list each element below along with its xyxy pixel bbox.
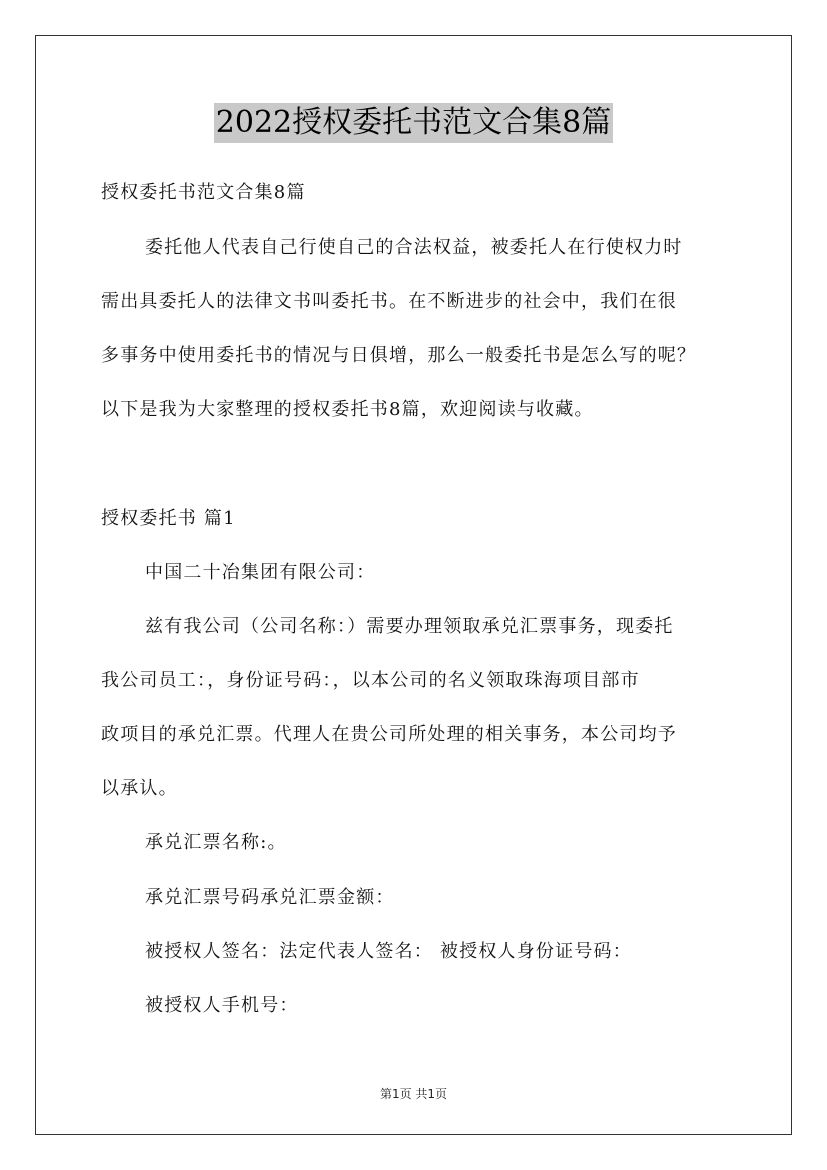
title-wrap <box>0 103 827 143</box>
section-heading: 授权委托书 篇1 <box>101 508 236 529</box>
page-footer: 第1页 共1页 <box>379 1087 448 1101</box>
subtitle: 授权委托书范文合集8篇 <box>101 182 306 203</box>
body-line-1: 兹有我公司（公司名称：）需要办理领取承兑汇票事务，现委托 <box>145 616 674 637</box>
field-bill-name: 承兑汇票名称:。 <box>145 832 287 853</box>
document-title: 2022授权委托书范文合集8篇 <box>214 103 613 143</box>
intro-line-1: 委托他人代表自己行使自己的合法权益，被委托人在行使权力时 <box>145 237 683 258</box>
intro-line-4: 以下是我为大家整理的授权委托书8篇，欢迎阅读与收藏。 <box>101 399 594 420</box>
body-line-4: 以承认。 <box>101 778 178 799</box>
intro-line-3: 多事务中使用委托书的情况与日俱增，那么一般委托书是怎么写的呢？ <box>101 345 697 366</box>
field-bill-number-amount: 承兑汇票号码承兑汇票金额： <box>145 887 395 908</box>
field-signatures: 被授权人签名：法定代表人签名： 被授权人身份证号码： <box>145 941 632 962</box>
field-phone: 被授权人手机号： <box>145 995 299 1016</box>
intro-line-2: 需出具委托人的法律文书叫委托书。在不断进步的社会中，我们在很 <box>101 291 677 312</box>
body-line-2: 我公司员工：，身份证号码：，以本公司的名义领取珠海项目部市 <box>101 670 640 691</box>
body-line-3: 政项目的承兑汇票。代理人在贵公司所处理的相关事务，本公司均予 <box>101 724 677 745</box>
addressee: 中国二十冶集团有限公司： <box>145 562 376 583</box>
